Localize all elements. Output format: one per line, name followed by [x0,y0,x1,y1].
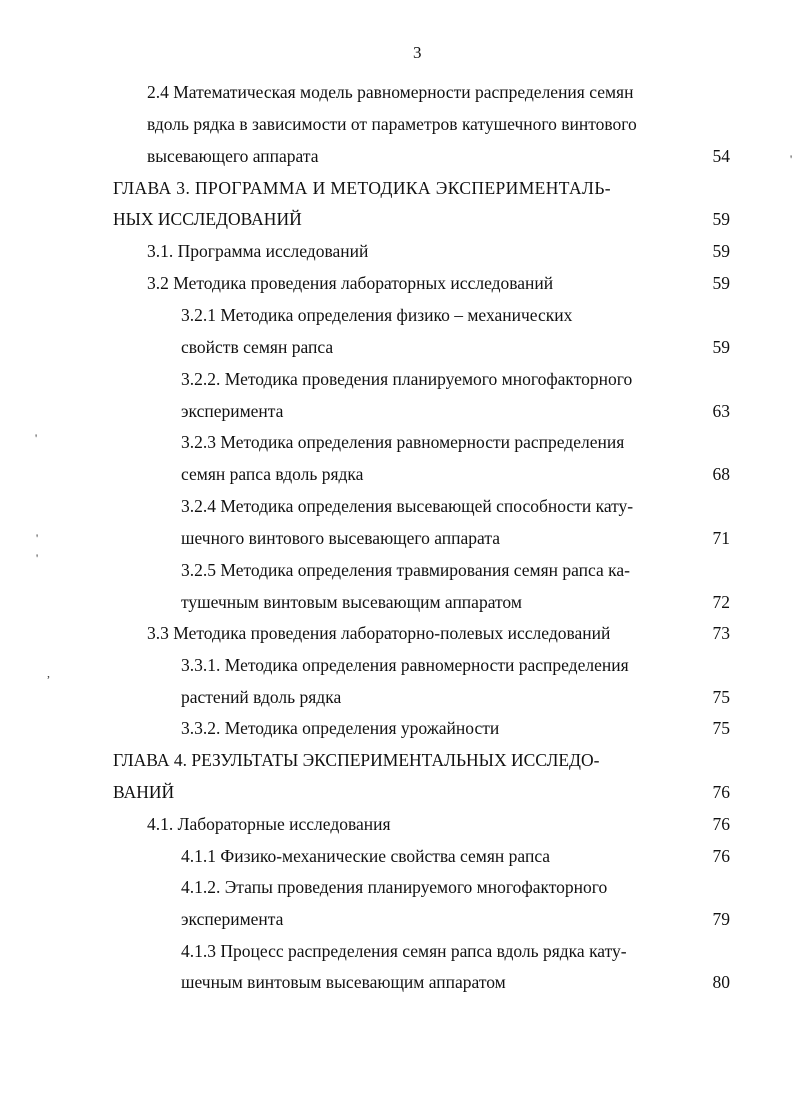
toc-page-number: 76 [712,782,730,802]
toc-line: 3.3.1. Методика определения равномерности распределения [181,655,629,675]
toc-line: вдоль рядка в зависимости от параметров катушечного винтового [147,114,637,134]
toc-line: семян рапса вдоль рядка [181,464,364,484]
toc-line: 2.4 Математическая модель равномерности распределения семян [147,82,634,102]
scan-speck: ' [36,551,39,565]
toc-line: 3.1. Программа исследований [147,241,369,261]
toc-line: 3.2 Методика проведения лабораторных исследований [147,273,554,293]
toc-chapter-heading: ГЛАВА 3. ПРОГРАММА И МЕТОДИКА ЭКСПЕРИМЕНТАЛЬ- [113,178,611,198]
toc-line: тушечным винтовым высевающим аппаратом [181,592,522,612]
scan-speck: , [47,666,50,680]
toc-line: свойств семян рапса [181,337,334,357]
toc-line: 3.2.4 Методика определения высевающей способности кату- [181,496,634,516]
toc-line: высевающего аппарата [147,146,319,166]
toc-line: 4.1.2. Этапы проведения планируемого многофакторного [181,877,608,897]
toc-page-number: 76 [712,814,730,834]
toc-page-number: 72 [712,592,730,612]
toc-page-number: 68 [712,464,730,484]
toc-page-number: 73 [712,623,730,643]
toc-line: 4.1.1 Физико-механические свойства семян рапса [181,846,551,866]
toc-page-number: 71 [712,528,730,548]
scan-speck: ' [35,431,38,445]
toc-line: 3.2.5 Методика определения травмирования семян рапса ка- [181,560,630,580]
toc-page-number: 75 [712,687,730,707]
toc-page-number: 59 [712,337,730,357]
toc-line: 3.2.3 Методика определения равномерности распределения [181,432,625,452]
toc-page-number: 59 [712,273,730,293]
toc-page-number: 54 [712,146,730,166]
toc-page-number: 59 [712,209,730,229]
toc-line: 3.2.2. Методика проведения планируемого многофакторного [181,369,633,389]
toc-line: шечным винтовым высевающим аппаратом [181,972,506,992]
toc-line: 4.1.3 Процесс распределения семян рапса вдоль рядка кату- [181,941,627,961]
toc-page-number: 59 [712,241,730,261]
toc-line: 3.3 Методика проведения лабораторно-полевых исследований [147,623,611,643]
toc-line: растений вдоль рядка [181,687,342,707]
toc-line: 3.2.1 Методика определения физико – механических [181,305,573,325]
toc-page-number: 76 [712,846,730,866]
page-number: 3 [413,43,422,62]
toc-page-number: 80 [712,972,730,992]
scan-speck: ' [790,152,793,166]
toc-chapter-heading: НЫХ ИССЛЕДОВАНИЙ [113,209,302,229]
toc-page-number: 79 [712,909,730,929]
toc-line: 4.1. Лабораторные исследования [147,814,391,834]
toc-line: шечного винтового высевающего аппарата [181,528,500,548]
toc-chapter-heading: ВАНИЙ [113,782,175,802]
toc-chapter-heading: ГЛАВА 4. РЕЗУЛЬТАТЫ ЭКСПЕРИМЕНТАЛЬНЫХ ИССЛЕДО- [113,750,600,770]
toc-line: эксперимента [181,909,284,929]
toc-page-number: 63 [712,401,730,421]
scan-speck: ' [36,531,39,545]
toc-line: эксперимента [181,401,284,421]
toc-page-number: 75 [712,718,730,738]
toc-line: 3.3.2. Методика определения урожайности [181,718,500,738]
